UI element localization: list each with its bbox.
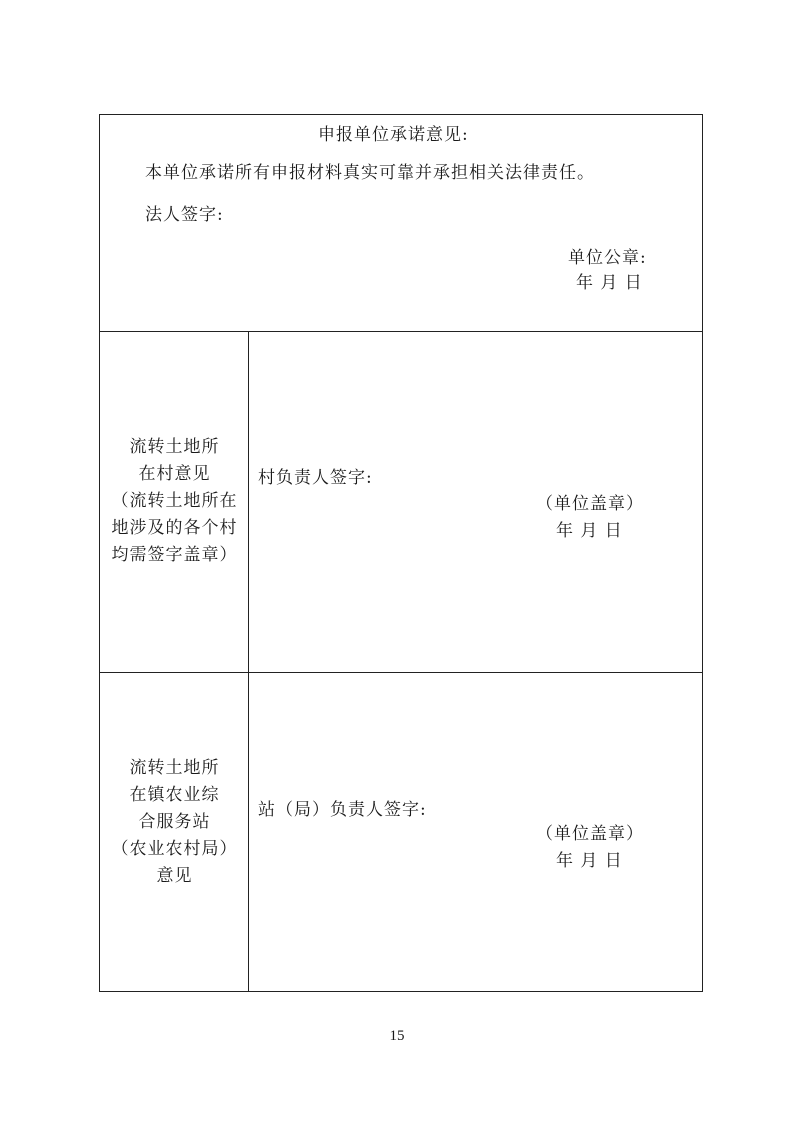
village-label-line: 地涉及的各个村 [111,518,238,538]
page-number: 15 [389,1028,405,1044]
station-date: 年 月 日 [556,851,623,871]
station-head-signature-label: 站（局）负责人签字: [258,800,427,820]
village-opinion-label [100,434,249,569]
station-label-line: 意见 [156,866,193,886]
commitment-heading: 申报单位承诺意见: [318,125,469,145]
station-opinion-section [100,673,702,991]
village-label-line: 均需签字盖章） [111,545,238,565]
village-head-signature-label: 村负责人签字: [258,468,373,488]
village-opinion-label-cell [100,332,249,672]
station-opinion-label-cell [100,673,249,991]
station-label-line: 合服务站 [138,812,211,832]
village-opinion-section [100,332,702,673]
commitment-statement: 本单位承诺所有申报材料真实可靠并承担相关法律责任。 [145,163,595,183]
village-label-line: （流转土地所在 [111,491,238,511]
station-label-line: 在镇农业综 [129,785,220,805]
legal-rep-signature-label: 法人签字: [145,205,224,225]
unit-seal-label: 单位公章: [568,248,647,268]
station-opinion-label [100,755,249,890]
application-form-table [99,114,703,992]
village-seal-label: （单位盖章） [536,494,644,514]
station-label-line: （农业农村局） [111,839,238,859]
station-seal-label: （单位盖章） [536,824,644,844]
commitment-date: 年 月 日 [576,273,643,293]
station-label-line: 流转土地所 [129,758,220,778]
village-label-line: 在村意见 [138,464,211,484]
village-label-line: 流转土地所 [129,437,220,457]
commitment-section [100,115,702,332]
village-date: 年 月 日 [556,521,623,541]
